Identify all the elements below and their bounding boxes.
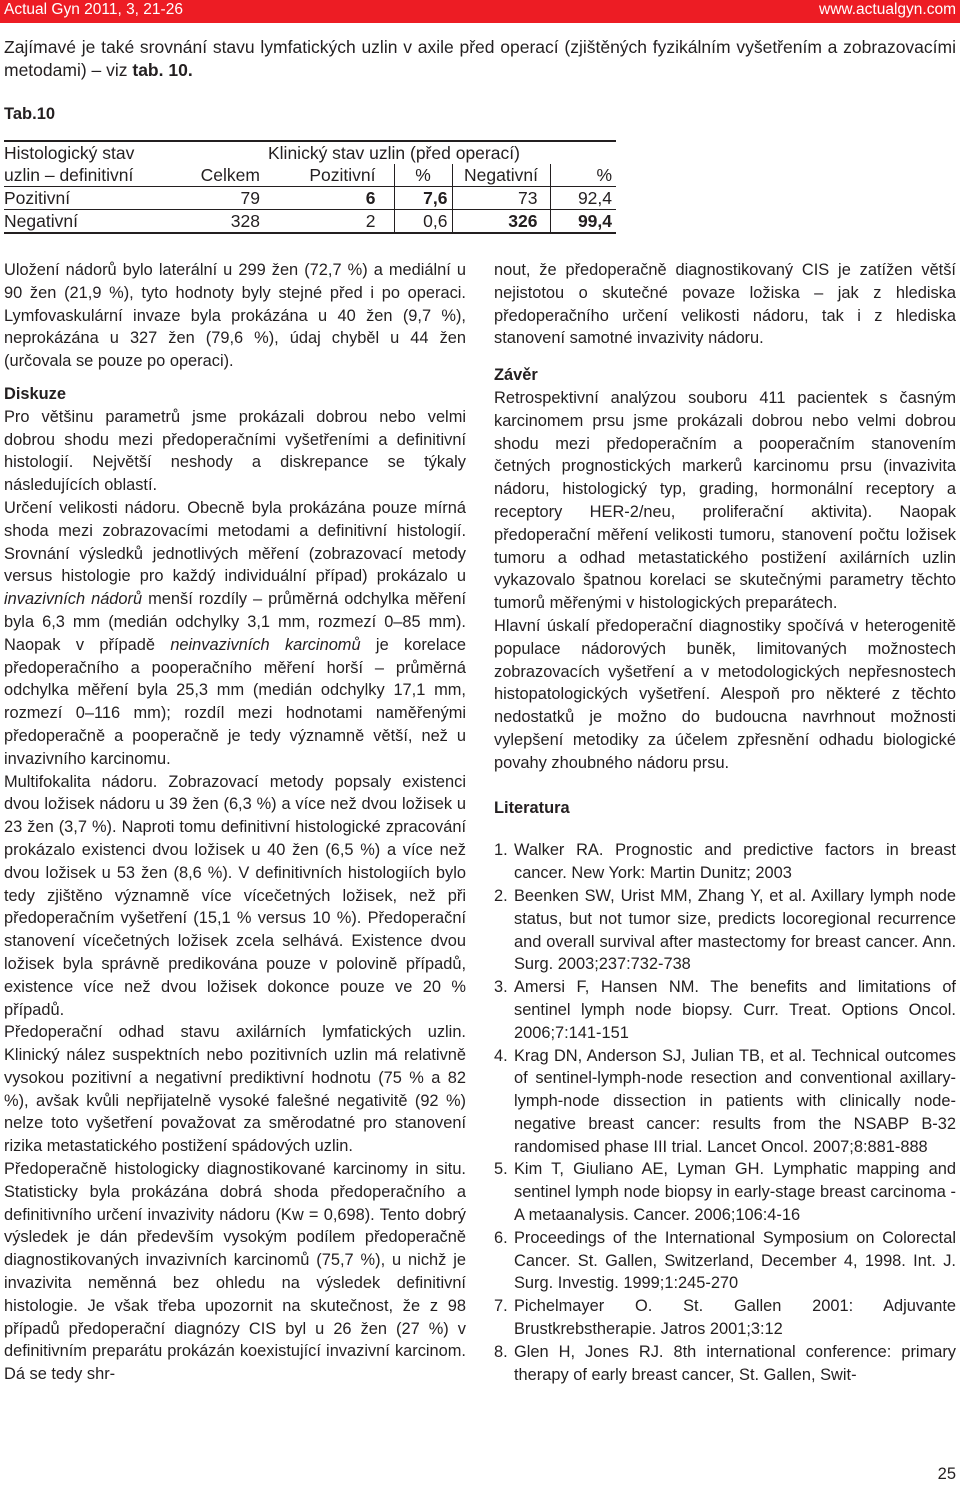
reference-text: Krag DN, Anderson SJ, Julian TB, et al. Technical outcomes of sentinel-lymph-node resection and conventional axillary-lymph-node dissection in patients with clinically node-negative breast cancer: results from the NSABP B-32 randomised phase III trial. Lancet Oncol. 2007;8:881-888 <box>514 1046 956 1156</box>
intro-paragraph <box>4 36 956 82</box>
intro-text: Zajímavé je také srovnání stavu lymfatických uzlin v axile před operací (zjištěných fyzikálním vyšetřením a zobrazovacími metodami) – viz <box>4 37 956 80</box>
reference-item <box>494 1227 956 1295</box>
left-column <box>4 259 466 1386</box>
reference-number: 6. <box>494 1228 508 1247</box>
left-paragraph-5: Předoperační odhad stavu axilárních lymfatických uzlin. Klinický nález suspektních nebo pozitivních uzlin má relativně vysokou pozitivní a negativní prediktivní hodnotu (75 % a 82 %), avšak kvůli nepřijatelně vysoké falešné negativitě (92 %) nelze toto vyšetření považovat za směrodatné pro stanovení rizika metastatického postižení spádových uzlin. <box>4 1023 466 1156</box>
reference-item <box>494 976 956 1044</box>
reference-text: Pichelmayer O. St. Gallen 2001: Adjuvante Brustkrebstherapie. Jatros 2001;3:12 <box>514 1297 956 1339</box>
reference-item <box>494 885 956 976</box>
reference-item <box>494 839 956 885</box>
table-cell: 326 <box>452 210 550 234</box>
table-h2-4: Negativní <box>452 164 550 187</box>
table-h2-1: Celkem <box>200 165 260 185</box>
left-paragraph-1: Uložení nádorů bylo laterální u 299 žen (72,7 %) a mediální u 90 žen (21,9 %), tyto hodnoty byly stejné před i po operaci. Lymfovaskulární invaze byla prokázána u 40 žen (9,7 %), neprokázána u 327 žen (79,6 %), údaj chyběl u 44 žen (určovala se pouze po operaci). <box>4 261 466 371</box>
reference-number: 3. <box>494 978 508 997</box>
reference-text: Walker RA. Prognostic and predictive factors in breast cancer. New York: Martin Dunitz; 2003 <box>514 841 956 883</box>
table-h1-right: Klinický stav uzlin (před operací) <box>268 143 520 163</box>
reference-number: 5. <box>494 1160 508 1179</box>
section-heading-zaver: Závěr <box>494 366 538 385</box>
journal-url[interactable]: www.actualgyn.com <box>819 1 956 18</box>
table-cell: 99,4 <box>550 210 616 234</box>
reference-number: 2. <box>494 886 508 905</box>
left-paragraph-4: Multifokalita nádoru. Zobrazovací metody popsaly existenci dvou ložisek nádoru u 39 žen (6,3 %) a více než dvou ložisek u 23 žen (3,7 %). Naproti tomu definitivní histologické zpracování prokázalo existenci dvou ložisek u 40 žen (6,5 %) a více než dvou ložisek u 53 žen (8,6 %). V definitivních histologiích bylo tedy zjištěno významně více vícečetných ložisek, než při předoperačním vyšetření (15,1 % versus 10 %). Předoperační stanovení vícečetných ložisek zcela selhává. Existence dvou ložisek byla správně predikována pouze v polovině případů, existence více než dvou ložisek dokonce pouze ve 20 % případů. <box>4 772 466 1019</box>
reference-number: 7. <box>494 1297 508 1316</box>
p3-text-c: je korelace předoperačního a pooperačního měření horší – průměrná odchylka měření byla 25,3 mm (medián odchylky 17,1 mm, rozmezí 0–116 mm); rozdíl mezi hodnotami naměřenými předoperačně a pooperačně je tedy významně větší, než u invazivního karcinomu. <box>4 635 466 768</box>
reference-item <box>494 1295 956 1341</box>
p3-text-b: menší rozdíly – průměrná odchylka měření byla 6,3 mm (medián odchylky 3,1 mm, rozmezí 0–85 mm). Naopak v případě <box>4 590 467 654</box>
p3-italic-1: invazivních nádorů <box>4 590 143 609</box>
reference-item <box>494 1045 956 1159</box>
reference-list <box>494 839 956 1386</box>
table-cell: Pozitivní <box>4 188 71 208</box>
right-paragraph-3: Hlavní úskalí předoperační diagnostiky spočívá v heterogenitě populace nádorových buněk, limitovaných možnostech zobrazovacích vyšetření a v metodologických nepřesnostech histopatologických vyšetření. Alespoň pro některé z těchto nedostatků je možno do budoucna navrhnout možnosti vylepšení metodiky za účelem zpřesnění odhadu biologické povahy zhoubného nádoru prsu. <box>494 616 956 772</box>
reference-text: Glen H, Jones RJ. 8th international conference: primary therapy of early breast cancer, St. Gallen, Swit- <box>514 1342 956 1384</box>
right-paragraph-1: nout, že předoperačně diagnostikovaný CIS je zatížen větší nejistotou o skutečné povaze ložiska – jak z hlediska předoperačního určení velikosti nádoru, tak i z hlediska stanovení samotné invazivity nádoru. <box>494 261 956 348</box>
table-label: Tab.10 <box>4 105 56 123</box>
table-cell: 6 <box>365 188 376 208</box>
p3-italic-2: neinvazivních karcinomů <box>170 635 361 654</box>
reference-text: Amersi F, Hansen NM. The benefits and limitations of sentinel lymph node biopsy. Curr. Treat. Options Oncol. 2006;7:141-151 <box>514 978 956 1042</box>
section-heading-literatura: Literatura <box>494 798 570 817</box>
table-cell: Negativní <box>4 211 78 231</box>
reference-number: 4. <box>494 1046 508 1065</box>
table-header-row-1 <box>4 141 616 164</box>
table-header-row-2 <box>4 164 616 187</box>
table-h1-left: Histologický stav <box>4 143 135 163</box>
table-cell: 328 <box>230 211 260 231</box>
table-h2-5: % <box>550 164 616 187</box>
table-cell: 2 <box>365 211 376 231</box>
right-paragraph-2: Retrospektivní analýzou souboru 411 pacientek s časným karcinomem prsu jsme prokázali dobrou nebo velmi dobrou shodu mezi předoperačním a pooperačním stanovením četných prognostických markerů karcinomu prsu (invazivita nádoru, histologický typ, grading, hormonální receptory a receptory HER-2/neu, proliferační aktivita). Naopak předoperační měření velikosti tumoru, stanovení počtu ložisek tumoru a odhad metastatického postižení axilárních uzlin vykazovalo špatnou korelaci se skutečnými parametry těchto tumorů měřenými v histologických preparátech. <box>494 388 956 613</box>
table-h2-3: % <box>394 164 452 187</box>
journal-citation: Actual Gyn 2011, 3, 21-26 <box>4 1 183 18</box>
p3-text-a: Určení velikosti nádoru. Obecně byla prokázána pouze mírná shoda mezi zobrazovacími metodami a definitivní histologií. Srovnání výsledků jednotlivých měření (zobrazovací metody versus histologie pro každý individuální případ) prokázalo u <box>4 498 466 586</box>
table-cell: 0,6 <box>394 210 452 234</box>
table-10 <box>4 140 616 234</box>
reference-item <box>494 1341 956 1387</box>
section-heading-diskuze: Diskuze <box>4 384 66 403</box>
table-cell: 92,4 <box>550 187 616 210</box>
table-h2-2: Pozitivní <box>309 165 376 185</box>
table-row <box>4 210 616 234</box>
header-band <box>0 0 960 23</box>
right-column <box>494 259 956 1386</box>
table-cell: 73 <box>452 187 550 210</box>
table-cell: 79 <box>240 188 260 208</box>
left-paragraph-3 <box>4 497 466 771</box>
reference-number: 1. <box>494 841 508 860</box>
reference-text: Beenken SW, Urist MM, Zhang Y, et al. Axillary lymph node status, but not tumor size, predicts locoregional recurrence and overall survival after mastectomy for breast cancer. Ann. Surg. 2003;237:732-738 <box>514 886 956 974</box>
reference-text: Kim T, Giuliano AE, Lyman GH. Lymphatic mapping and sentinel lymph node biopsy in early-stage breast carcinoma - A metaanalysis. Cancer. 2006;106:4-16 <box>514 1160 956 1225</box>
table-h2-0: uzlin – definitivní <box>4 165 134 185</box>
reference-number: 8. <box>494 1342 508 1361</box>
left-paragraph-2: Pro většinu parametrů jsme prokázali dobrou nebo velmi dobrou shodu mezi předoperačními vyšetřeními a definitivní histologií. Největší neshody a diskrepance se týkaly následujících oblastí. <box>4 407 466 495</box>
table-cell: 7,6 <box>394 187 452 210</box>
intro-tab-ref: tab. 10. <box>132 60 193 80</box>
reference-item <box>494 1158 956 1226</box>
table-row <box>4 187 616 210</box>
left-paragraph-6: Předoperačně histologicky diagnostikované karcinomy in situ. Statisticky byla prokázána dobrá shoda předoperačního a definitivního určení invazivity nádoru (Kw = 0,698). Tento dobrý výsledek je dán především vysokým podílem předoperačně diagnostikovaných invazivních karcinomů (75,7 %), u nichž je invazivita neměnná bez ohledu na výsledek definitivní histologie. Je však třeba upozornit na skutečnost, že z 98 případů předoperační diagnózy CIS byl u 26 žen (27 %) v definitivním preparátu prokázán koexistující invazivní karcinom. Dá se tedy shr- <box>4 1160 466 1384</box>
reference-text: Proceedings of the International Symposium on Colorectal Cancer. St. Gallen, Switzerland, December 4, 1998. Int. J. Surg. Investig. 1999;1:245-270 <box>514 1228 956 1293</box>
page-number: 25 <box>937 1465 956 1483</box>
